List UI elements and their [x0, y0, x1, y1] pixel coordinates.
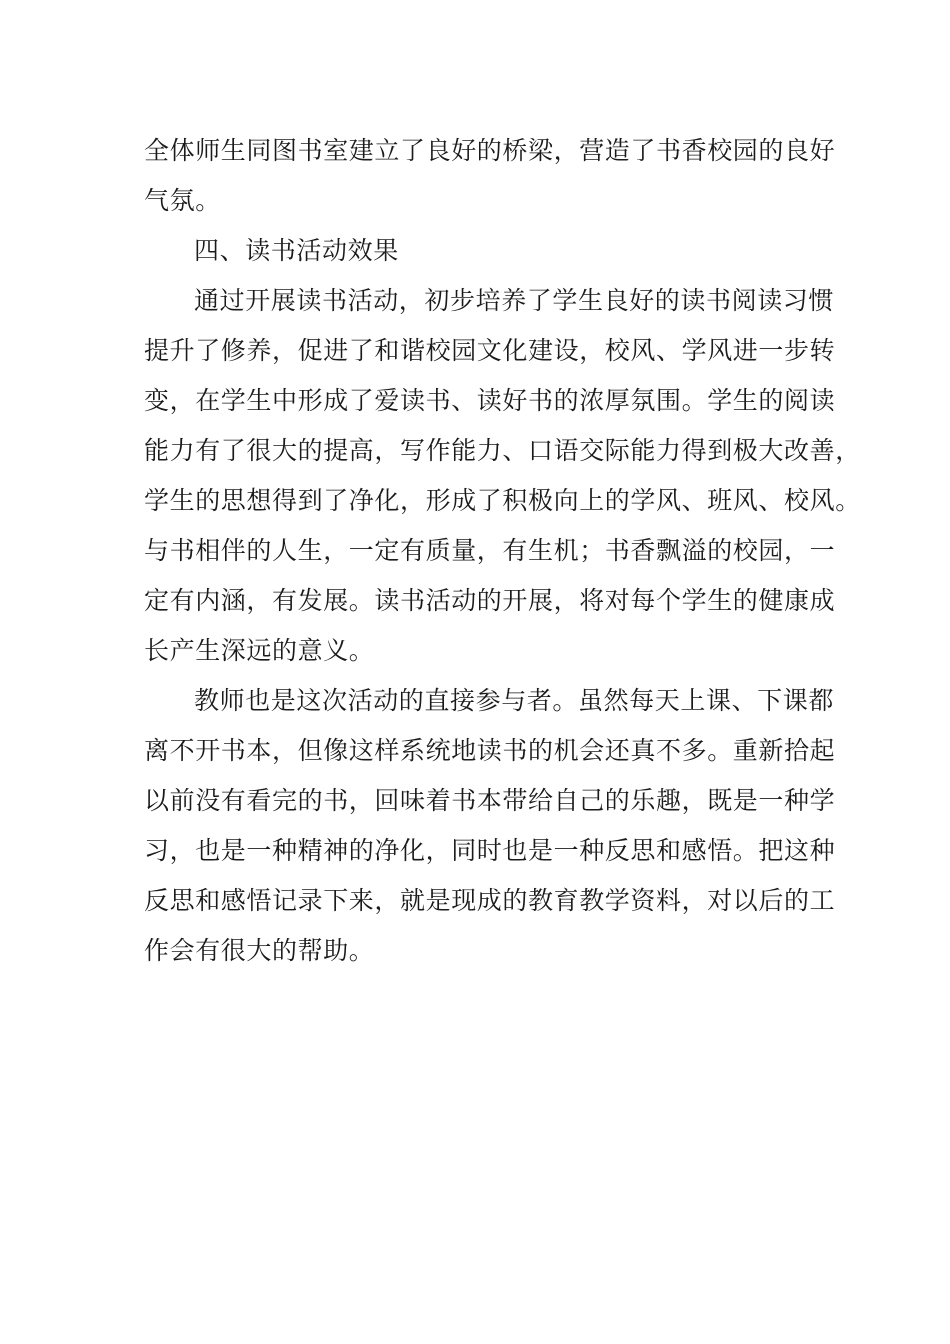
paragraph-line: 学生的思想得到了净化，形成了积极向上的学风、班风、校风。	[144, 486, 861, 515]
paragraph-line: 全体师生同图书室建立了良好的桥梁，营造了书香校园的良好	[144, 136, 836, 165]
paragraph-line: 离不开书本，但像这样系统地读书的机会还真不多。重新拾起	[144, 736, 836, 765]
paragraph-line: 长产生深远的意义。	[144, 636, 375, 665]
paragraph-line: 反思和感悟记录下来，就是现成的教育教学资料，对以后的工	[144, 886, 836, 915]
paragraph-line: 以前没有看完的书，回味着书本带给自己的乐趣，既是一种学	[144, 786, 836, 815]
paragraph-line: 作会有很大的帮助。	[144, 936, 375, 965]
section-heading: 四、读书活动效果	[194, 236, 399, 265]
paragraph-line: 习，也是一种精神的净化，同时也是一种反思和感悟。把这种	[144, 836, 836, 865]
paragraph-line: 定有内涵，有发展。读书活动的开展，将对每个学生的健康成	[144, 586, 836, 615]
paragraph-line: 通过开展读书活动，初步培养了学生良好的读书阅读习惯	[194, 286, 835, 315]
paragraph-line: 能力有了很大的提高，写作能力、口语交际能力得到极大改善，	[144, 436, 861, 465]
paragraph-line: 教师也是这次活动的直接参与者。虽然每天上课、下课都	[194, 686, 835, 715]
paragraph-line: 气氛。	[144, 186, 221, 215]
paragraph-line: 提升了修养，促进了和谐校园文化建设，校风、学风进一步转	[144, 336, 836, 365]
paragraph-line: 与书相伴的人生，一定有质量，有生机；书香飘溢的校园，一	[144, 536, 836, 565]
paragraph-line: 变，在学生中形成了爱读书、读好书的浓厚氛围。学生的阅读	[144, 386, 836, 415]
